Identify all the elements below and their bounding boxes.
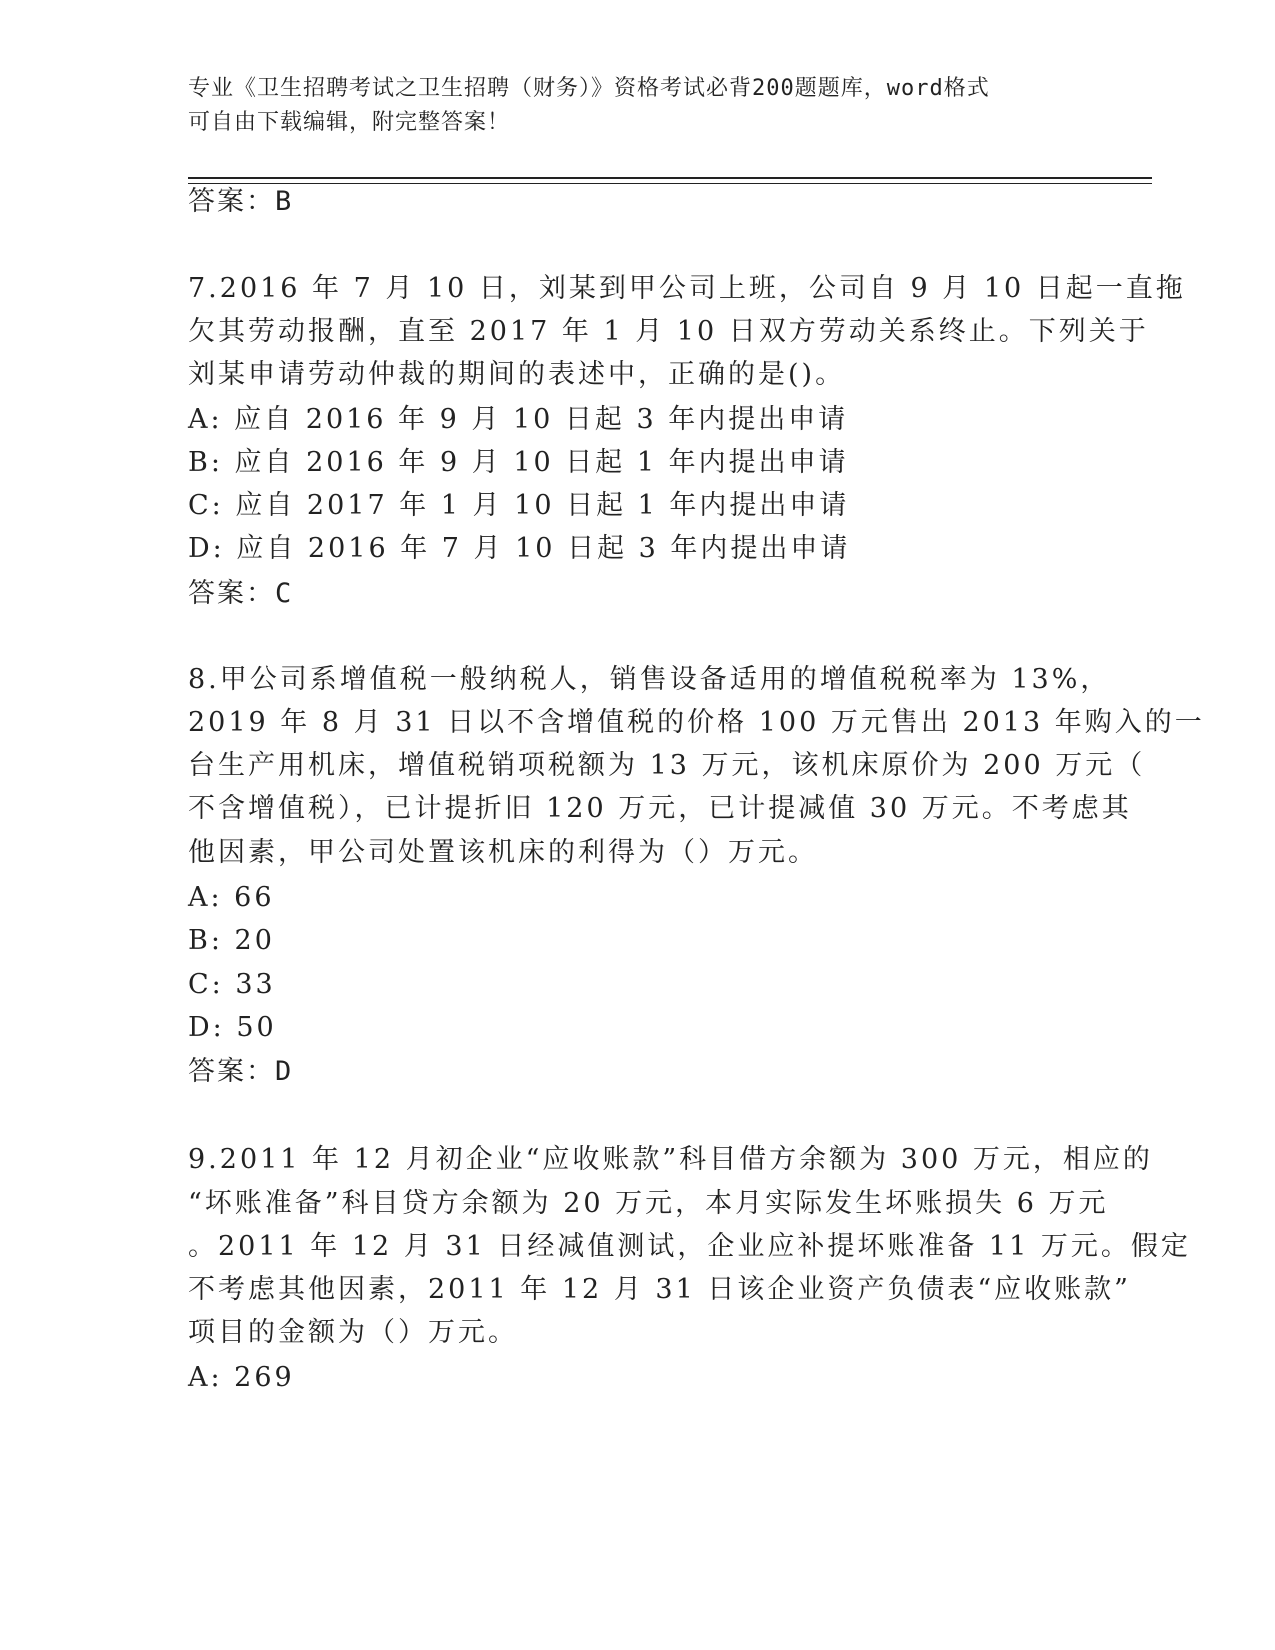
question-9-line-1: 9.2011 年 12 月初企业“应收账款”科目借方余额为 300 万元，相应的 <box>188 1144 1153 1175</box>
question-8-line-2: 2019 年 8 月 31 日以不含增值税的价格 100 万元售出 2013 年购入的一 <box>188 707 1205 738</box>
question-9-line-4: 不考虑其他因素，2011 年 12 月 31 日该企业资产负债表“应收账款” <box>188 1274 1131 1305</box>
question-7-line-1: 7.2016 年 7 月 10 日，刘某到甲公司上班，公司自 9 月 10 日起一直拖 <box>188 273 1186 304</box>
question-9-line-5: 项目的金额为（）万元。 <box>188 1317 518 1348</box>
question-8-line-4: 不含增值税），已计提折旧 120 万元，已计提减值 30 万元。不考虑其 <box>188 793 1132 824</box>
question-8-option-c: C: 33 <box>188 969 276 1000</box>
header-line-1: 专业《卫生招聘考试之卫生招聘（财务）》资格考试必背200题题库，word格式 <box>188 76 990 101</box>
header-line-2: 可自由下载编辑，附完整答案！ <box>188 110 511 135</box>
question-7-line-2: 欠其劳动报酬，直至 2017 年 1 月 10 日双方劳动关系终止。下列关于 <box>188 316 1149 347</box>
question-9-option-a: A: 269 <box>188 1362 295 1393</box>
question-8-line-3: 台生产用机床，增值税销项税额为 13 万元，该机床原价为 200 万元（ <box>188 750 1146 781</box>
question-8-line-1: 8.甲公司系增值税一般纳税人，销售设备适用的增值税税率为 13%， <box>188 664 1111 695</box>
question-8-answer: 答案：D <box>188 1056 294 1087</box>
previous-answer: 答案：B <box>188 186 294 217</box>
question-7-answer: 答案：C <box>188 578 294 609</box>
question-9-line-2: “坏账准备”科目贷方余额为 20 万元，本月实际发生坏账损失 6 万元 <box>188 1188 1109 1219</box>
question-9-line-3: 。2011 年 12 月 31 日经减值测试，企业应补提坏账准备 11 万元。假定 <box>188 1231 1191 1262</box>
header-divider-thin <box>188 183 1152 184</box>
question-8-option-d: D: 50 <box>188 1012 277 1043</box>
question-7-option-c: C: 应自 2017 年 1 月 10 日起 1 年内提出申请 <box>188 490 850 521</box>
question-7-option-a: A: 应自 2016 年 9 月 10 日起 3 年内提出申请 <box>188 404 849 435</box>
question-8-line-5: 他因素，甲公司处置该机床的利得为（）万元。 <box>188 837 818 868</box>
header-divider-thick <box>188 177 1152 179</box>
question-7-option-d: D: 应自 2016 年 7 月 10 日起 3 年内提出申请 <box>188 533 851 564</box>
question-8-option-a: A: 66 <box>188 882 275 913</box>
question-7-option-b: B: 应自 2016 年 9 月 10 日起 1 年内提出申请 <box>188 447 849 478</box>
question-8-option-b: B: 20 <box>188 925 275 956</box>
question-7-line-3: 刘某申请劳动仲裁的期间的表述中，正确的是()。 <box>188 359 846 390</box>
document-header <box>188 72 1088 140</box>
